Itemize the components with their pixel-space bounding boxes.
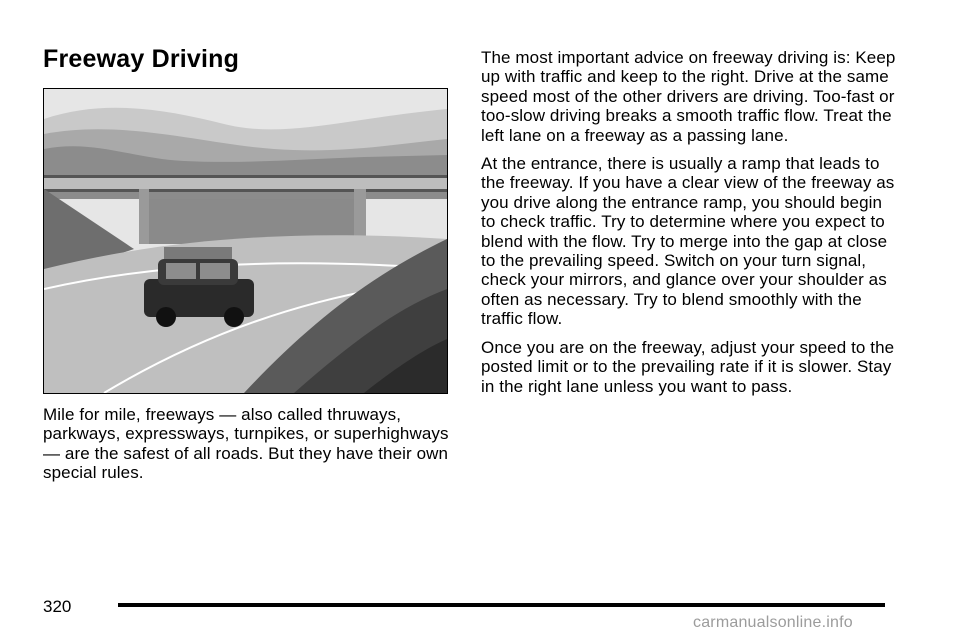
right-column-text [481,48,901,405]
right-paragraph: At the entrance, there is usually a ramp that leads to the freeway. If you have a clear view of the freeway as you drive along the entrance ramp, you should begin to check traffic. Try to determine where you expect to blend with the flow. Try to merge into the gap at close to the prevailing speed. Switch on your turn signal, check your mirrors, and glance over your shoulder as often as necessary. Try to blend smoothly with the traffic flow. [481,154,895,329]
footer-divider [118,603,885,607]
right-paragraph: Once you are on the freeway, adjust your speed to the posted limit or to the prevailing rate if it is slower. Stay in the right lane unless you want to pass. [481,337,895,396]
left-paragraph: Mile for mile, freeways — also called thruways, parkways, expressways, turnpikes, or superhighways — are the safest of all roads. But they have their own special rules. [43,405,449,483]
left-column-text [43,405,458,492]
right-paragraph: The most important advice on freeway driving is: Keep up with traffic and keep to the right. Drive at the same speed most of the other drivers are driving. Too-fast or too-slow driving breaks a smooth traffic flow. Treat the left lane on a freeway as a passing lane. [481,48,896,145]
page-number: 320 [43,597,72,616]
page-title: Freeway Driving [43,45,240,73]
watermark: carmanualsonline.info [693,614,853,631]
freeway-ramp-illustration [43,88,448,394]
